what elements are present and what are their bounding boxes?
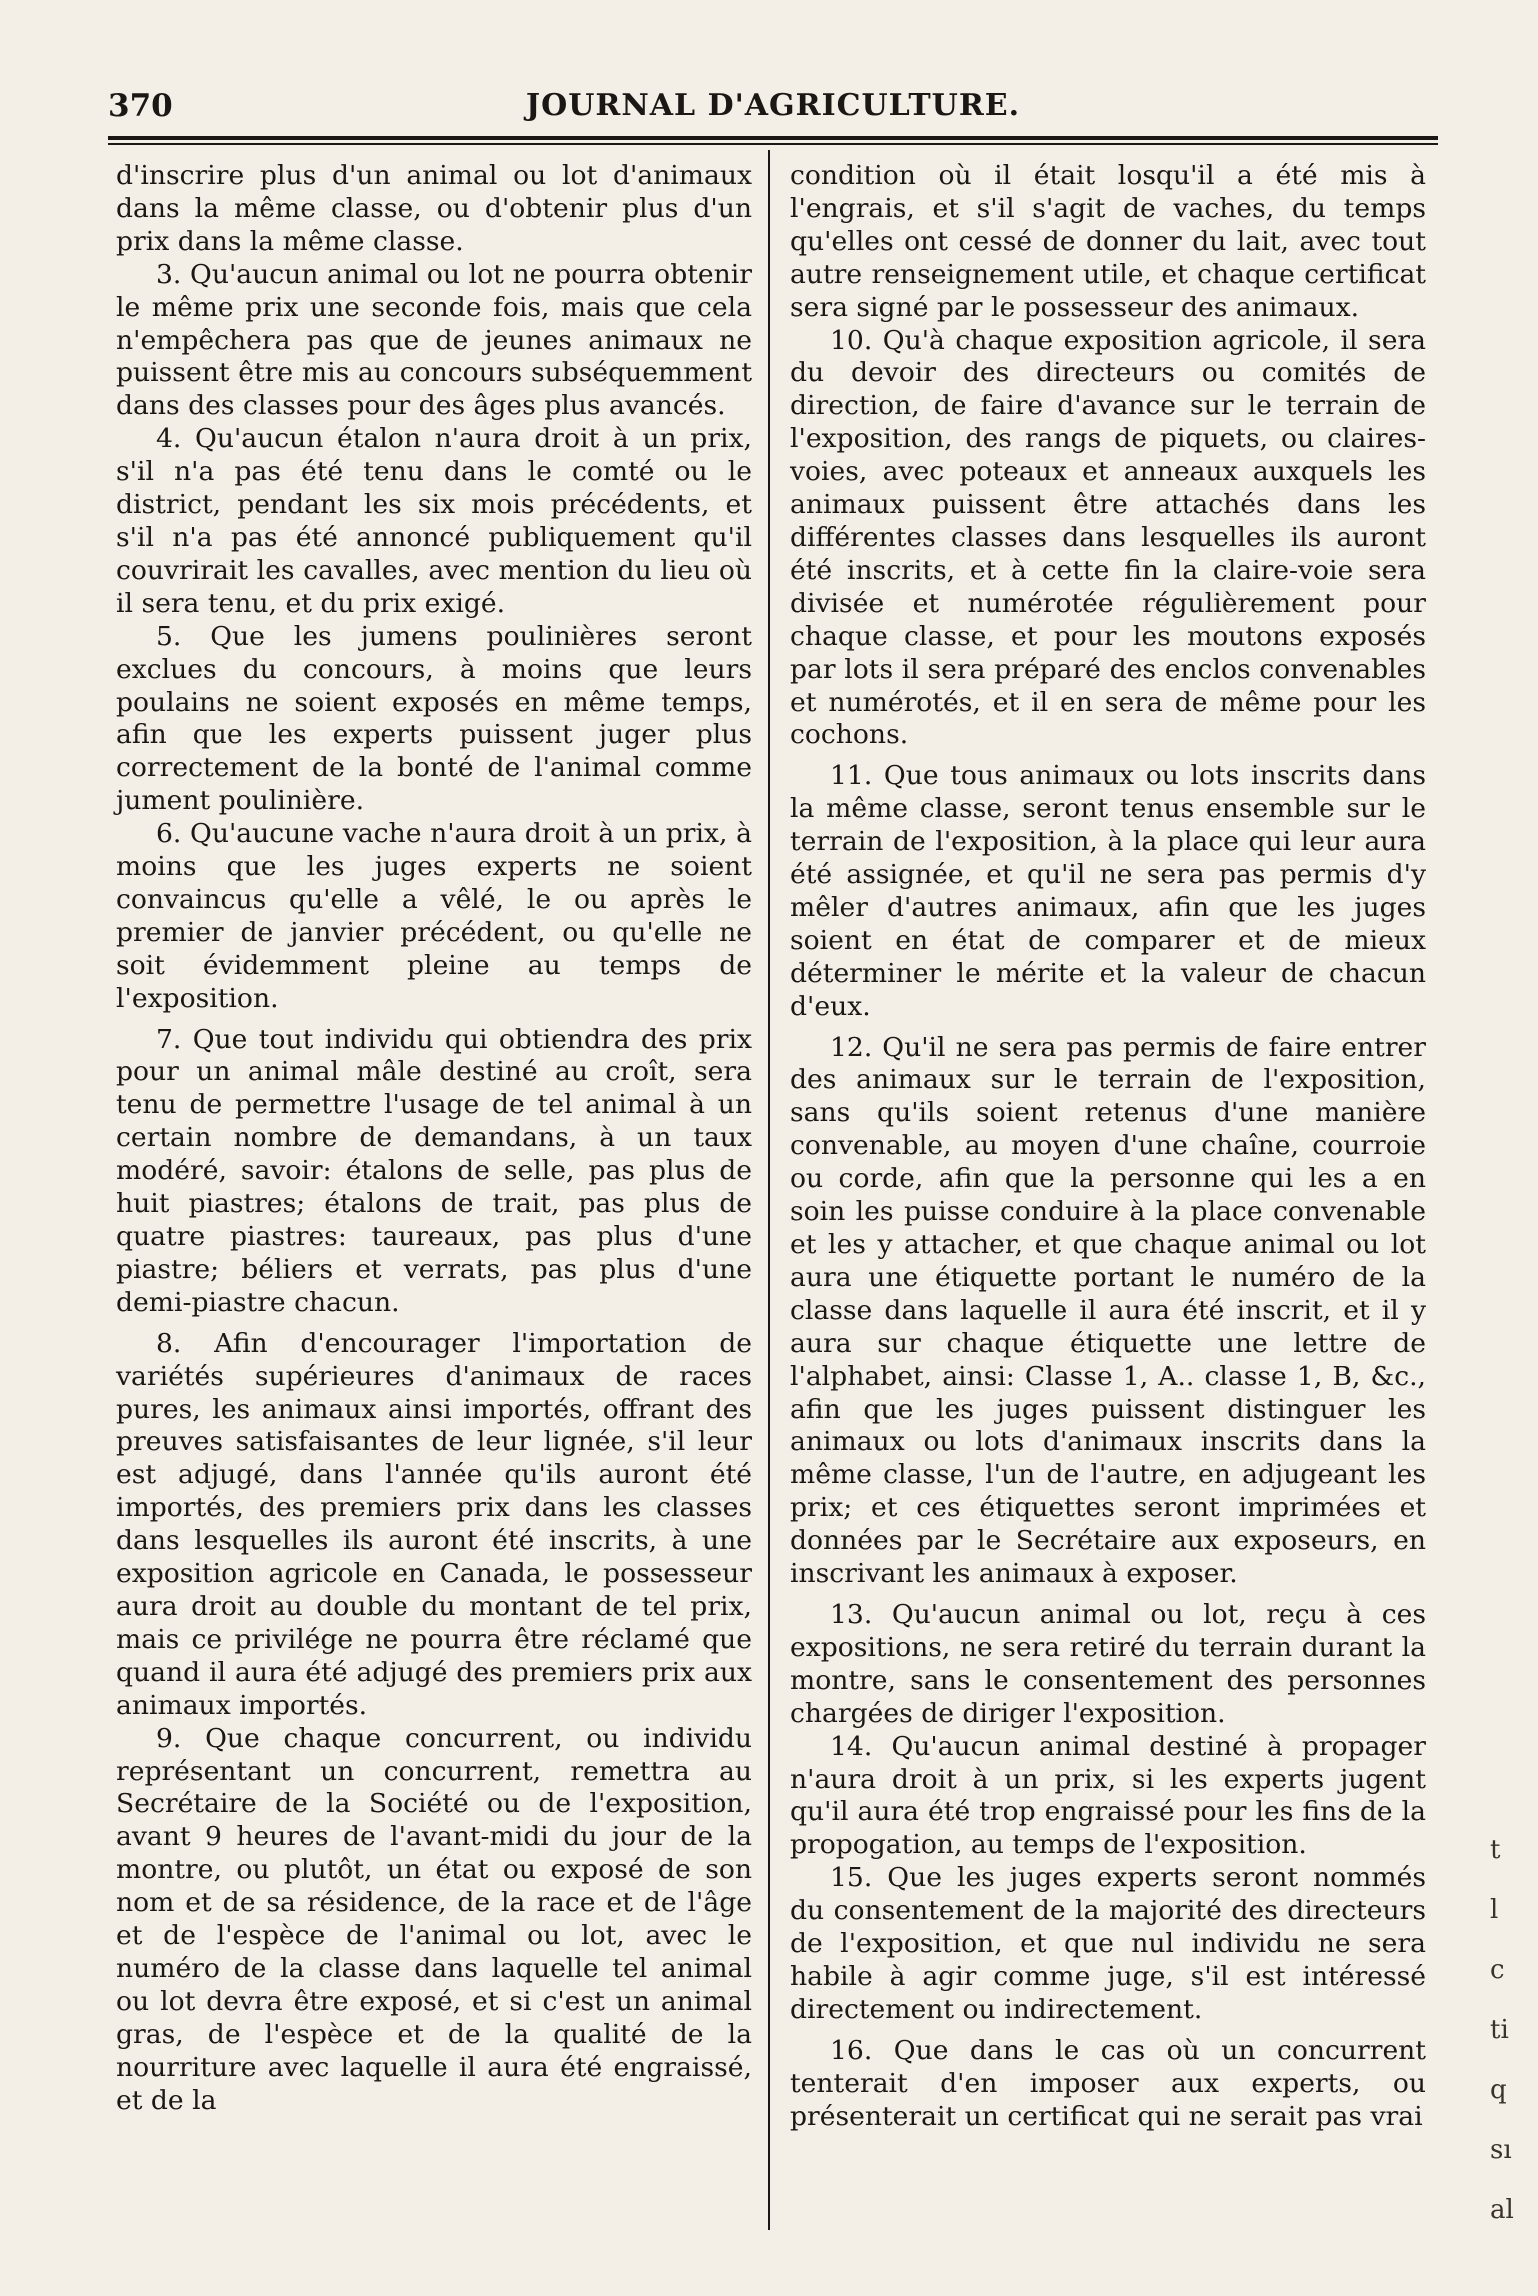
article-11: 11. Que tous animaux ou lots inscrits dans la même classe, seront tenus ensemble sur le terrain de l'exposition, à la place qui leur aura été assignée, et qu'il ne sera pas permis d'y mêler d'autres animaux, afin que les juges soient en état de comparer et de mieux déterminer le mérite et la valeur de chacun d'eux. (790, 760, 1426, 1022)
margin-fragment: sı (1490, 2135, 1512, 2165)
page-number: 370 (108, 88, 173, 124)
page-header (108, 80, 1438, 140)
article-9: 9. Que chaque concurrent, ou individu représentant un concurrent, remettra au Secrétaire de la Société ou de l'exposition, avant 9 heures de l'avant-midi du jour de la montre, ou plutôt, un état ou exposé de son nom et de sa résidence, de la race et de l'âge et de l'espèce de l'animal ou lot, avec le numéro de la classe dans laquelle tel animal ou lot devra être exposé, et si c'est un animal gras, de l'espèce et de la qualité de la nourriture avec laquelle il aura été engraissé, et de la (116, 1722, 752, 2116)
journal-page (108, 80, 1438, 2260)
header-rule-thick (108, 136, 1438, 140)
header-rule-thin (108, 143, 1438, 145)
margin-fragment: al (1490, 2195, 1514, 2225)
article-12: 12. Qu'il ne sera pas permis de faire entrer des animaux sur le terrain de l'exposition, sans qu'ils soient retenus d'une manière convenable, au moyen d'une chaîne, courroie ou corde, afin que la personne qui les a en soin les puisse conduire à la place convenable et les y attacher, et que chaque animal ou lot aura une étiquette portant le numéro de la classe dans laquelle il aura été inscrit, et il y aura sur chaque étiquette une lettre de l'alphabet, ainsi: Classe 1, A.. classe 1, B, &c., afin que les juges puissent distinguer les animaux ou lots d'animaux inscrits dans la même classe, l'un de l'autre, en adjugeant les prix; et ces étiquettes seront imprimées et données par le Secrétaire aux exposeurs, en inscrivant les animaux à exposer. (790, 1031, 1426, 1590)
article-6: 6. Qu'aucune vache n'aura droit à un prix, à moins que les juges experts ne soient convaincus qu'elle a vêlé, le ou après le premier de janvier précédent, ou qu'elle ne soit évidemment pleine au temps de l'exposition. (116, 818, 752, 1014)
article-13: 13. Qu'aucun animal ou lot, reçu à ces expositions, ne sera retiré du terrain durant la montre, sans le consentement des personnes chargées de diriger l'exposition. (790, 1598, 1426, 1729)
column-divider (768, 150, 770, 2230)
article-10: 10. Qu'à chaque exposition agricole, il sera du devoir des directeurs ou comités de direction, de faire d'avance sur le terrain de l'exposition, des rangs de piquets, ou claires-voies, avec poteaux et anneaux auxquels les animaux puissent être attachés dans les différentes classes dans lesquelles ils auront été inscrits, et à cette fin la claire-voie sera divisée et numérotée régulièrement pour chaque classe, et pour les moutons exposés par lots il sera préparé des enclos convenables et numérotés, et il en sera de même pour les cochons. (790, 324, 1426, 751)
article-15: 15. Que les juges experts seront nommés du consentement de la majorité des directeurs de l'exposition, et que nul individu ne sera habile à agir comme juge, s'il est intéressé directement ou indirectement. (790, 1862, 1426, 2025)
article-5: 5. Que les jumens poulinières seront exclues du concours, à moins que leurs poulains ne soient exposés en même temps, afin que les experts puissent juger plus correctement de la bonté de l'animal comme jument poulinière. (116, 620, 752, 817)
right-column (790, 160, 1426, 2133)
article-4: 4. Qu'aucun étalon n'aura droit à un prix, s'il n'a pas été tenu dans le comté ou le district, pendant les six mois précédents, et s'il n'a pas été annoncé publiquement qu'il couvrirait les cavalles, avec mention du lieu où il sera tenu, et du prix exigé. (116, 423, 752, 619)
margin-fragment: t (1490, 1835, 1501, 1865)
margin-fragment: l (1490, 1895, 1499, 1925)
margin-fragment: c (1490, 1955, 1505, 1985)
article-7: 7. Que tout individu qui obtiendra des prix pour un animal mâle destiné au croît, sera tenu de permettre l'usage de tel animal à un certain nombre de demandans, à un taux modéré, savoir: étalons de selle, pas plus de huit piastres; étalons de trait, pas plus de quatre piastres: taureaux, pas plus d'une piastre; béliers et verrats, pas plus d'une demi-piastre chacun. (116, 1023, 752, 1318)
running-title: JOURNAL D'AGRICULTURE. (525, 88, 1021, 123)
margin-fragment: q (1490, 2075, 1507, 2105)
article-14: 14. Qu'aucun animal destiné à propager n'aura droit à un prix, si les experts jugent qu'il aura été trop engraissé pour les fins de la propogation, au temps de l'exposition. (790, 1730, 1426, 1861)
left-column (116, 160, 752, 2117)
article-9-continued: condition où il était losqu'il a été mis à l'engrais, et s'il s'agit de vaches, du temps qu'elles ont cessé de donner du lait, avec tout autre renseignement utile, et chaque certificat sera signé par le possesseur des animaux. (790, 160, 1426, 323)
margin-bleed-fragments (1490, 1820, 1530, 2225)
article-3: 3. Qu'aucun animal ou lot ne pourra obtenir le même prix une seconde fois, mais que cela n'empêchera pas que de jeunes animaux ne puissent être mis au concours subséquemment dans des classes pour des âges plus avancés. (116, 258, 752, 422)
article-8: 8. Afin d'encourager l'importation de variétés supérieures d'animaux de races pures, les animaux ainsi importés, offrant des preuves satisfaisantes de leur lignée, s'il leur est adjugé, dans l'année qu'ils auront été importés, des premiers prix dans les classes dans lesquelles ils auront été inscrits, à une exposition agricole en Canada, le possesseur aura droit au double du montant de tel prix, mais ce privilége ne pourra être réclamé que quand il aura été adjugé des premiers prix aux animaux importés. (116, 1327, 752, 1721)
article-16: 16. Que dans le cas où un concurrent tenterait d'en imposer aux experts, ou présenterait un certificat qui ne serait pas vrai (790, 2034, 1426, 2132)
paragraph-continued: d'inscrire plus d'un animal ou lot d'animaux dans la même classe, ou d'obtenir plus d'un prix dans la même classe. (116, 160, 752, 257)
margin-fragment: ti (1490, 2015, 1509, 2045)
